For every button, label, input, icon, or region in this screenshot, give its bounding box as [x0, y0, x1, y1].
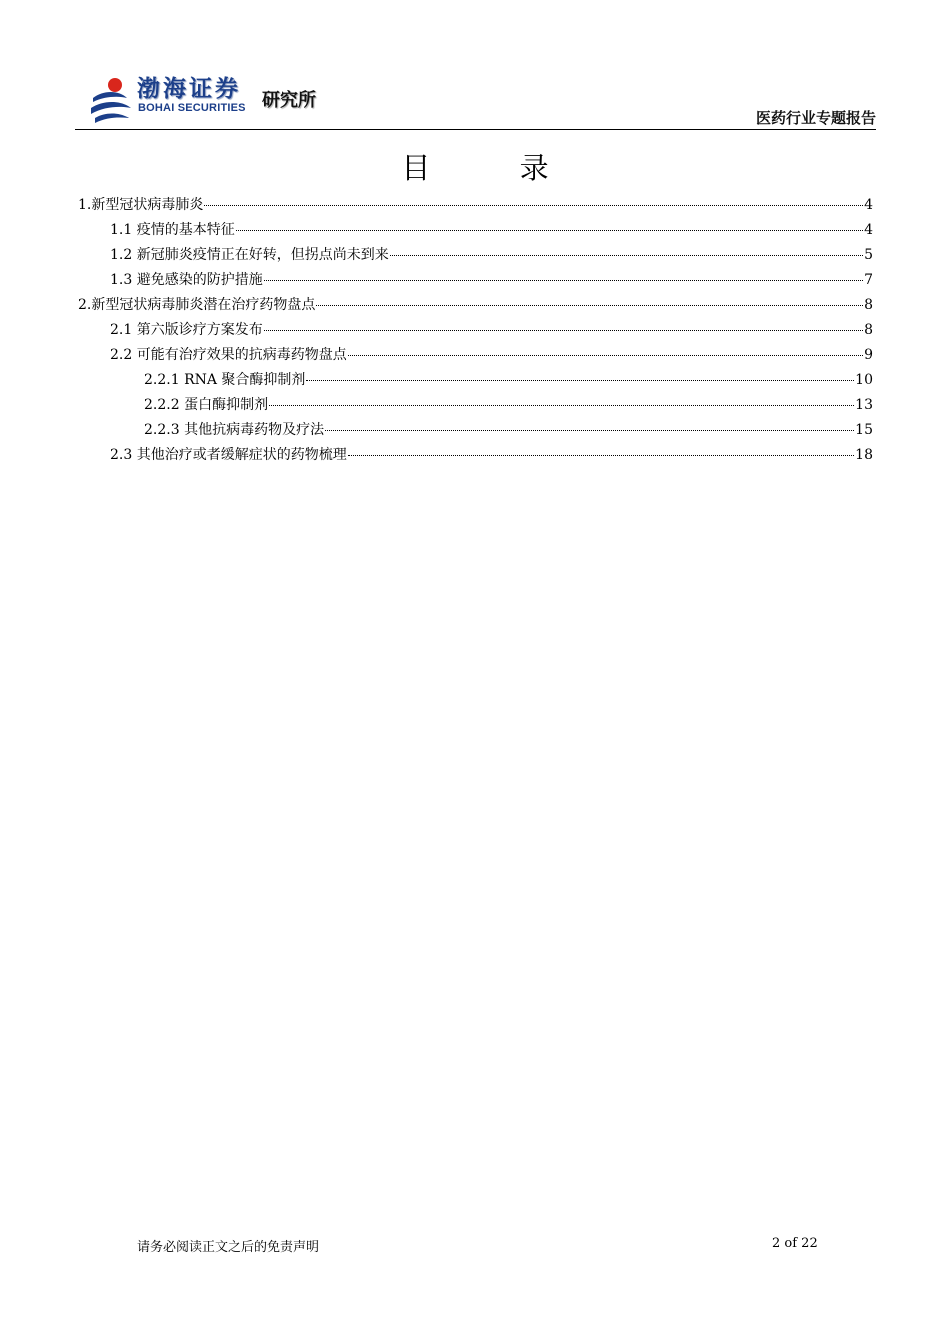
toc-leader	[306, 380, 854, 381]
toc-entry-label: 1.新型冠状病毒肺炎	[78, 197, 204, 213]
toc-entry[interactable]	[78, 193, 873, 218]
toc-entry-label: 2.2.3 其他抗病毒药物及疗法	[144, 422, 325, 438]
toc-entry-label: 2.2 可能有治疗效果的抗病毒药物盘点	[110, 347, 347, 363]
bohai-logo-icon	[89, 76, 133, 124]
toc-entry-page: 7	[864, 272, 873, 288]
toc-entry-page: 8	[864, 297, 873, 313]
toc-entry-page: 5	[864, 247, 873, 263]
toc-leader	[236, 230, 863, 231]
toc-entry-page: 18	[855, 447, 873, 463]
page-number: 2 of 22	[772, 1236, 818, 1251]
toc-entry-label: 2.1 第六版诊疗方案发布	[110, 322, 263, 338]
header-divider	[75, 129, 876, 130]
toc-entry-label: 1.1 疫情的基本特征	[110, 222, 235, 238]
toc-leader	[269, 405, 854, 406]
toc-entry[interactable]	[78, 243, 873, 268]
page-header	[75, 66, 876, 130]
toc-entry[interactable]	[78, 318, 873, 343]
institute-label: 研究所	[262, 90, 316, 111]
toc-entry-label: 2.3 其他治疗或者缓解症状的药物梳理	[110, 447, 347, 463]
toc-list	[78, 193, 873, 468]
toc-leader	[264, 280, 863, 281]
toc-entry-label: 2.2.1 RNA 聚合酶抑制剂	[144, 372, 306, 388]
toc-entry-label: 1.2 新冠肺炎疫情正在好转，但拐点尚未到来	[110, 247, 389, 263]
toc-entry-label: 1.3 避免感染的防护措施	[110, 272, 263, 288]
toc-leader	[325, 430, 854, 431]
toc-title: 目 录	[401, 151, 589, 185]
toc-entry[interactable]	[78, 218, 873, 243]
toc-entry[interactable]	[78, 343, 873, 368]
toc-leader	[204, 205, 863, 206]
toc-entry-page: 10	[855, 372, 873, 388]
toc-entry-page: 4	[864, 197, 873, 213]
toc-entry[interactable]	[78, 268, 873, 293]
toc-entry-page: 4	[864, 222, 873, 238]
toc-entry-page: 13	[855, 397, 873, 413]
toc-entry-page: 15	[855, 422, 873, 438]
toc-leader	[348, 455, 854, 456]
toc-entry[interactable]	[78, 418, 873, 443]
brand-name-cn: 渤海证券	[137, 76, 241, 102]
toc-entry-page: 8	[864, 322, 873, 338]
disclaimer-note: 请务必阅读正文之后的免责声明	[137, 1240, 320, 1255]
report-type-label: 医药行业专题报告	[755, 109, 876, 127]
toc-entry-label: 2.2.2 蛋白酶抑制剂	[144, 397, 269, 413]
toc-leader	[390, 255, 863, 256]
toc-entry[interactable]	[78, 443, 873, 468]
toc-entry[interactable]	[78, 393, 873, 418]
toc-leader	[348, 355, 863, 356]
toc-entry[interactable]	[78, 293, 873, 318]
toc-entry-page: 9	[864, 347, 873, 363]
toc-entry-label: 2.新型冠状病毒肺炎潜在治疗药物盘点	[78, 297, 316, 313]
toc-leader	[316, 305, 863, 306]
toc-leader	[264, 330, 863, 331]
toc-entry[interactable]	[78, 368, 873, 393]
brand-name-en: BOHAI SECURITIES	[138, 102, 246, 114]
